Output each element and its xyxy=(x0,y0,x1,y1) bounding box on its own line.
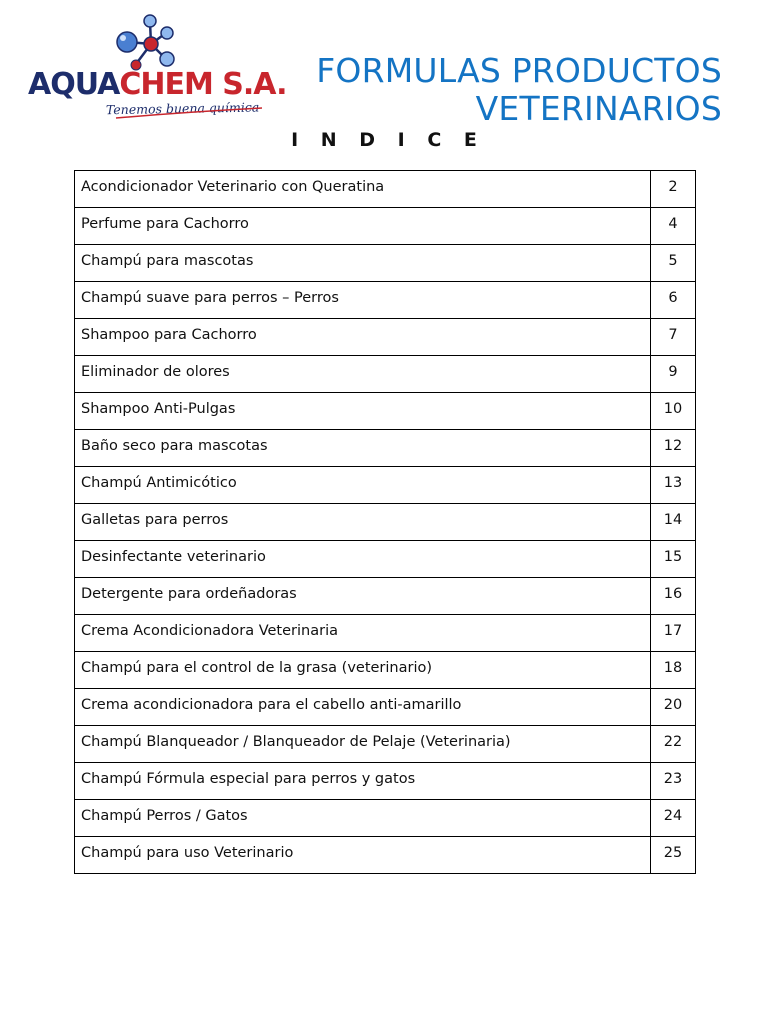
index-heading: I N D I C E xyxy=(291,129,485,151)
toc-entry-title: Champú para mascotas xyxy=(75,245,651,282)
toc-entry-title: Detergente para ordeñadoras xyxy=(75,578,651,615)
toc-entry-page: 4 xyxy=(651,208,696,245)
toc-entry-page: 16 xyxy=(651,578,696,615)
toc-entry-page: 6 xyxy=(651,282,696,319)
svg-text:AQUACHEM S.A. xyxy=(28,67,286,102)
toc-entry-page: 7 xyxy=(651,319,696,356)
document-title xyxy=(252,52,722,128)
table-row xyxy=(75,208,696,245)
toc-entry-page: 5 xyxy=(651,245,696,282)
toc-entry-title: Champú Blanqueador / Blanqueador de Pelaje (Veterinaria) xyxy=(75,726,651,763)
toc-entry-title: Galletas para perros xyxy=(75,504,651,541)
table-row xyxy=(75,171,696,208)
toc-entry-title: Champú suave para perros – Perros xyxy=(75,282,651,319)
table-row xyxy=(75,393,696,430)
toc-entry-title: Eliminador de olores xyxy=(75,356,651,393)
company-logo xyxy=(26,12,287,124)
toc-entry-page: 25 xyxy=(651,837,696,874)
document-title-line1: FORMULAS PRODUCTOS xyxy=(316,51,722,90)
toc-entry-title: Perfume para Cachorro xyxy=(75,208,651,245)
toc-entry-title: Crema acondicionadora para el cabello anti-amarillo xyxy=(75,689,651,726)
table-row xyxy=(75,800,696,837)
toc-entry-title: Champú para uso Veterinario xyxy=(75,837,651,874)
toc-entry-title: Desinfectante veterinario xyxy=(75,541,651,578)
toc-entry-page: 17 xyxy=(651,615,696,652)
toc-entry-page: 10 xyxy=(651,393,696,430)
toc-entry-page: 20 xyxy=(651,689,696,726)
table-row xyxy=(75,726,696,763)
toc-entry-page: 12 xyxy=(651,430,696,467)
toc-entry-title: Shampoo para Cachorro xyxy=(75,319,651,356)
table-row xyxy=(75,430,696,467)
toc-entry-title: Baño seco para mascotas xyxy=(75,430,651,467)
toc-entry-page: 9 xyxy=(651,356,696,393)
toc-entry-title: Champú Antimicótico xyxy=(75,467,651,504)
toc-entry-title: Champú Fórmula especial para perros y gatos xyxy=(75,763,651,800)
toc-entry-page: 24 xyxy=(651,800,696,837)
logo-name-part2: CHEM S.A. xyxy=(119,67,287,102)
toc-entry-title: Crema Acondicionadora Veterinaria xyxy=(75,615,651,652)
table-row xyxy=(75,245,696,282)
document-title-line2: VETERINARIOS xyxy=(475,89,722,128)
table-row xyxy=(75,578,696,615)
table-row xyxy=(75,467,696,504)
table-row xyxy=(75,541,696,578)
toc-entry-page: 23 xyxy=(651,763,696,800)
table-row xyxy=(75,763,696,800)
logo-tagline: Tenemos buena química xyxy=(105,99,260,118)
toc-entry-page: 22 xyxy=(651,726,696,763)
table-row xyxy=(75,615,696,652)
molecule-logo-icon xyxy=(26,12,287,124)
toc-entry-title: Champú Perros / Gatos xyxy=(75,800,651,837)
toc-entry-title: Shampoo Anti-Pulgas xyxy=(75,393,651,430)
table-row xyxy=(75,282,696,319)
table-of-contents xyxy=(74,170,696,874)
toc-body xyxy=(75,171,696,874)
toc-entry-page: 2 xyxy=(651,171,696,208)
toc-entry-page: 13 xyxy=(651,467,696,504)
logo-name-part1: AQUA xyxy=(28,67,120,102)
table-row xyxy=(75,689,696,726)
toc-entry-title: Champú para el control de la grasa (veterinario) xyxy=(75,652,651,689)
toc-entry-page: 18 xyxy=(651,652,696,689)
toc-entry-page: 15 xyxy=(651,541,696,578)
toc-entry-page: 14 xyxy=(651,504,696,541)
table-row xyxy=(75,652,696,689)
table-row xyxy=(75,319,696,356)
table-row xyxy=(75,356,696,393)
table-row xyxy=(75,837,696,874)
toc-entry-title: Acondicionador Veterinario con Queratina xyxy=(75,171,651,208)
table-row xyxy=(75,504,696,541)
